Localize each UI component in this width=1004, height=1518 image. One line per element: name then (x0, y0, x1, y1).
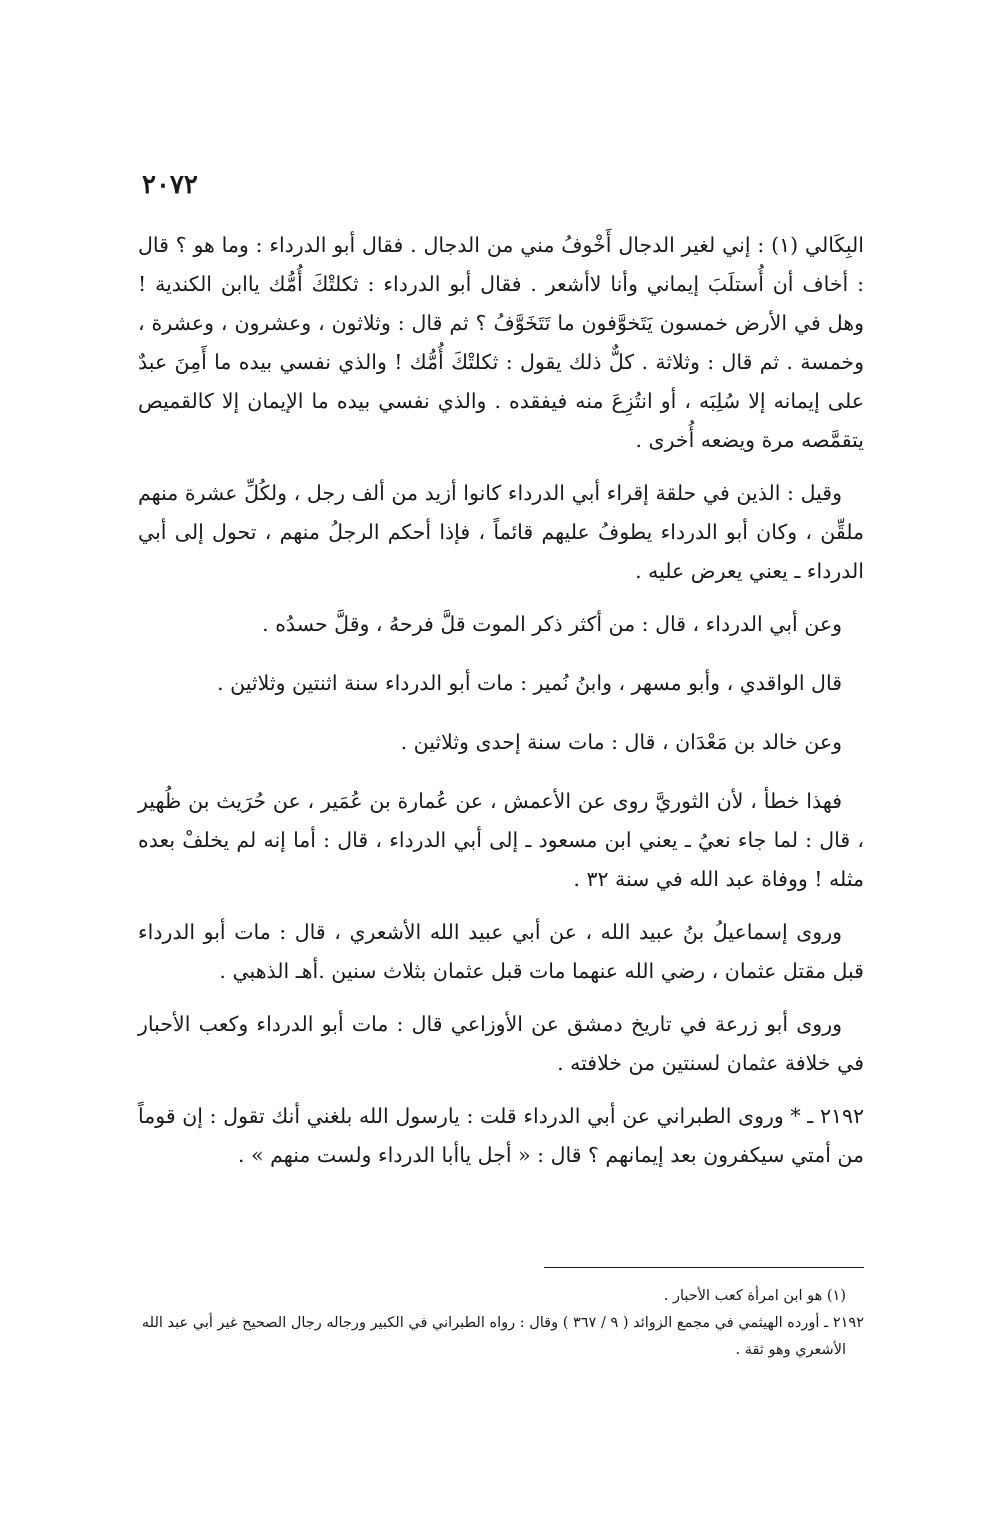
footnote-separator (544, 1267, 864, 1268)
paragraph-iqra-circle: وقيل : الذين في حلقة إقراء أبي الدرداء كانوا أزيد من ألف رجل ، ولكُلِّ عشرة منهم ملقِّن ، وكان أبو الدرداء يطوفُ عليهم قائماً ، فإذا أحكم الرجلُ منهم ، تحول إلى أبي الدرداء ـ يعني يعرض عليه . (138, 481, 864, 583)
paragraph-remembering-death: وعن أبي الدرداء ، قال : من أكثر ذكر الموت قلَّ فرحهُ ، وقلَّ حسدُه . (262, 612, 842, 636)
main-text (138, 226, 864, 1189)
footnotes (138, 1283, 864, 1364)
paragraph-ismail-narration: وروى إسماعيلُ بنُ عبيد الله ، عن أبي عبيد الله الأشعري ، قال : مات أبو الدرداء قبل مقتل عثمان ، رضي الله عنهما مات قبل عثمان بثلاث سنين .أهـ الذهبي . (138, 920, 864, 983)
paragraph-waqidi-death-year: قال الواقدي ، وأبو مسهر ، وابنُ نُمير : مات أبو الدرداء سنة اثنتين وثلاثين . (217, 671, 842, 695)
footnote-1: (١) هو ابن امرأة كعب الأحبار . (663, 1288, 846, 1304)
paragraph-bikali-dajjal: البِكَالي (١) : إني لغير الدجال أَخْوفُ مني من الدجال . فقال أبو الدرداء : وما هو ؟ قال : أخاف أن أُستلَبَ إيماني وأنا لاأشعر . فقال أبو الدرداء : ثكلتْكَ أُمُّك ياابن الكندية ! وهل في الأرض خمسون يَتَخوَّفون ما تَتَخَوَّفُ ؟ ثم قال : وثلاثون ، وعشرون ، وعشرة ، وخمسة . ثم قال : وثلاثة . كلٌّ ذلك يقول : ثكلتْكَ أُمُّك ! والذي نفسي بيده ما أَمِنَ عبدٌ على إيمانه إلا سُلِبَه ، أو انتُزِعَ منه فيفقده . والذي نفسي بيده ما الإيمان إلا كالقميص يتقمَّصه مرة ويضعه أُخرى . (138, 233, 864, 452)
paragraph-khalid-death-year: وعن خالد بن مَعْدَان ، قال : مات سنة إحدى وثلاثين . (400, 730, 842, 754)
footnote-2192-continued: الأشعري وهو ثقة . (735, 1342, 846, 1358)
paragraph-abu-zura: وروى أبو زرعة في تاريخ دمشق عن الأوزاعي قال : مات أبو الدرداء وكعب الأحبار في خلافة عثمان لسنتين من خلافته . (138, 1012, 864, 1075)
page-number: ٢٠٧٢ (142, 170, 198, 200)
paragraph-hadith-2192: ٢١٩٢ ـ * وروى الطبراني عن أبي الدرداء قلت : يارسول الله بلغني أنك تقول : إن قوماً من أمتي سيكفرون بعد إيمانهم ؟ قال : « أجل ياأبا الدرداء ولست منهم » . (138, 1104, 864, 1167)
footnote-2192: ٢١٩٢ ـ أورده الهيثمي في مجمع الزوائد ( ٩ / ٣٦٧ ) وقال : رواه الطبراني في الكبير ورجاله رجال الصحيح غير أبي عبد الله (141, 1315, 864, 1331)
paragraph-correction: فهذا خطأ ، لأن الثوريَّ روى عن الأعمش ، عن عُمارة بن عُمَير ، عن حُرَيث بن ظُهير ، قال : لما جاء نعيُ ـ يعني ابن مسعود ـ إلى أبي الدرداء ، قال : أما إنه لم يخلفْ بعده مثله ! ووفاة عبد الله في سنة ٣٢ . (138, 789, 864, 891)
